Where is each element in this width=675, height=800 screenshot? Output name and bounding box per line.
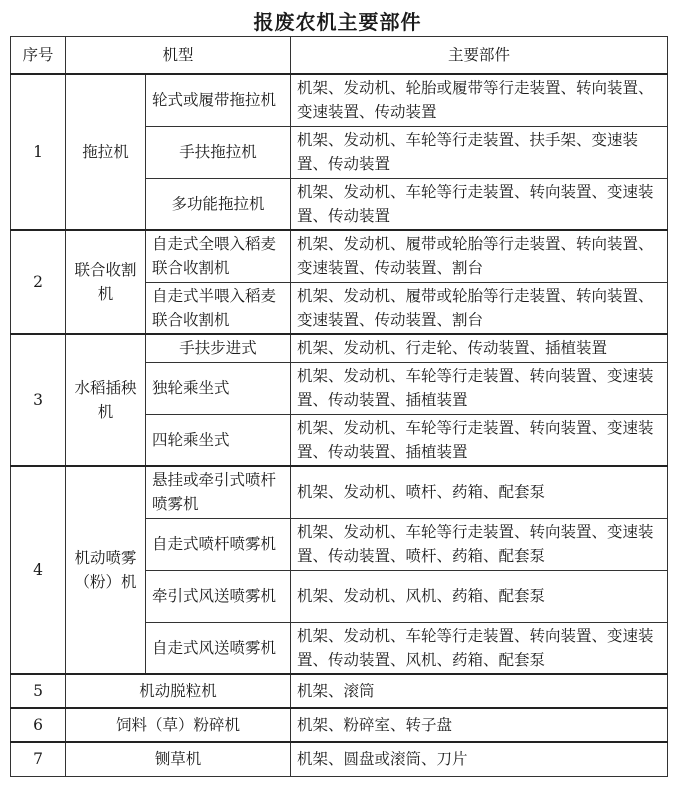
header-row <box>11 37 668 75</box>
main-parts: 机架、发动机、履带或轮胎等行走装置、转向装置、变速装置、传动装置、割台 <box>291 230 668 282</box>
header-no: 序号 <box>11 37 66 75</box>
machine-subtype: 自走式全喂入稻麦联合收割机 <box>146 230 291 282</box>
machine-category: 饲料（草）粉碎机 <box>66 708 291 742</box>
machine-category: 水稻插秧机 <box>66 334 146 466</box>
row-number: 5 <box>11 674 66 708</box>
machine-subtype: 自走式风送喷雾机 <box>146 622 291 674</box>
main-parts: 机架、滚筒 <box>291 674 668 708</box>
machine-category: 联合收割机 <box>66 230 146 334</box>
table-row <box>11 742 668 776</box>
machine-subtype: 多功能拖拉机 <box>146 178 291 230</box>
main-parts: 机架、发动机、行走轮、传动装置、插植装置 <box>291 334 668 362</box>
machine-subtype: 悬挂或牵引式喷杆喷雾机 <box>146 466 291 518</box>
machine-category: 机动喷雾（粉）机 <box>66 466 146 674</box>
table-row <box>11 708 668 742</box>
row-number: 3 <box>11 334 66 466</box>
main-parts: 机架、发动机、车轮等行走装置、扶手架、变速装置、传动装置 <box>291 126 668 178</box>
table-row <box>11 674 668 708</box>
header-parts: 主要部件 <box>291 37 668 75</box>
machine-subtype: 独轮乘坐式 <box>146 362 291 414</box>
main-parts: 机架、发动机、轮胎或履带等行走装置、转向装置、变速装置、传动装置 <box>291 74 668 126</box>
table-row <box>11 230 668 282</box>
main-parts: 机架、发动机、车轮等行走装置、转向装置、变速装置、传动装置、喷杆、药箱、配套泵 <box>291 518 668 570</box>
main-parts: 机架、发动机、喷杆、药箱、配套泵 <box>291 466 668 518</box>
row-number: 6 <box>11 708 66 742</box>
machine-subtype: 四轮乘坐式 <box>146 414 291 466</box>
machine-subtype: 牵引式风送喷雾机 <box>146 570 291 622</box>
table-title: 报废农机主要部件 <box>253 10 422 34</box>
machine-category: 机动脱粒机 <box>66 674 291 708</box>
table-row <box>11 74 668 126</box>
machine-subtype: 自走式半喂入稻麦联合收割机 <box>146 282 291 334</box>
main-parts: 机架、发动机、车轮等行走装置、转向装置、变速装置、传动装置、插植装置 <box>291 362 668 414</box>
main-parts: 机架、圆盘或滚筒、刀片 <box>291 742 668 776</box>
row-number: 2 <box>11 230 66 334</box>
header-type: 机型 <box>66 37 291 75</box>
machine-category: 拖拉机 <box>66 74 146 230</box>
machine-subtype: 手扶拖拉机 <box>146 126 291 178</box>
main-parts: 机架、发动机、车轮等行走装置、转向装置、变速装置、传动装置、插植装置 <box>291 414 668 466</box>
row-number: 1 <box>11 74 66 230</box>
table-row <box>11 334 668 362</box>
machine-category: 铡草机 <box>66 742 291 776</box>
machine-subtype: 轮式或履带拖拉机 <box>146 74 291 126</box>
main-parts: 机架、发动机、履带或轮胎等行走装置、转向装置、变速装置、传动装置、割台 <box>291 282 668 334</box>
machine-subtype: 自走式喷杆喷雾机 <box>146 518 291 570</box>
table-row <box>11 466 668 518</box>
row-number: 4 <box>11 466 66 674</box>
main-parts: 机架、发动机、风机、药箱、配套泵 <box>291 570 668 622</box>
row-number: 7 <box>11 742 66 776</box>
parts-table <box>10 36 668 777</box>
main-parts: 机架、发动机、车轮等行走装置、转向装置、变速装置、传动装置、风机、药箱、配套泵 <box>291 622 668 674</box>
machine-subtype: 手扶步进式 <box>146 334 291 362</box>
main-parts: 机架、粉碎室、转子盘 <box>291 708 668 742</box>
main-parts: 机架、发动机、车轮等行走装置、转向装置、变速装置、传动装置 <box>291 178 668 230</box>
